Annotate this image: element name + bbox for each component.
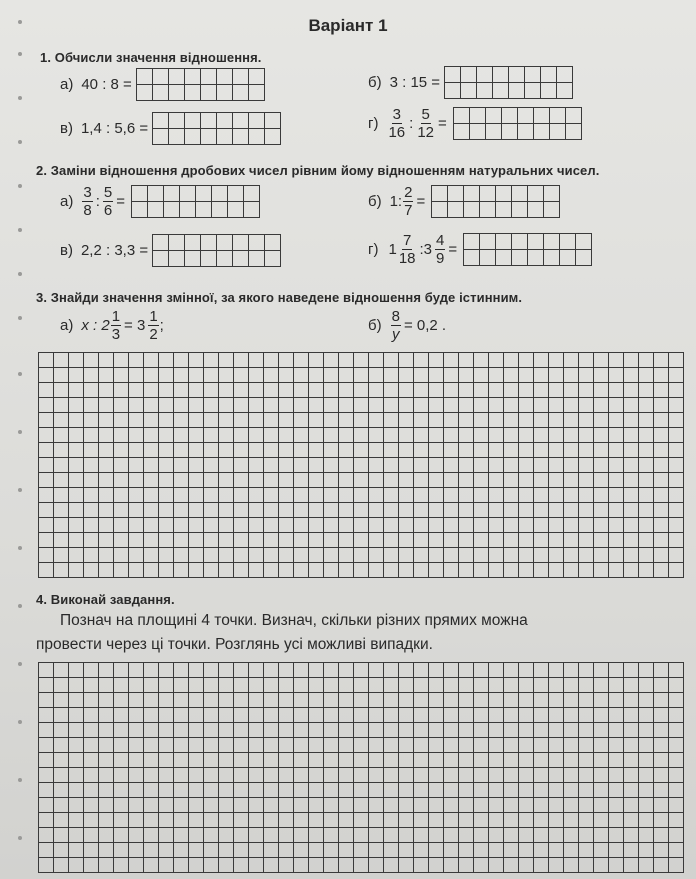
punch-hole: [18, 96, 22, 100]
fraction: [398, 232, 417, 267]
punch-hole: [18, 372, 22, 376]
item-label: а): [60, 193, 74, 210]
answer-box[interactable]: [431, 185, 560, 218]
expression: 1:: [389, 193, 403, 210]
fraction: [387, 106, 406, 141]
work-grid-2[interactable]: [38, 662, 684, 873]
equals-sign: =: [438, 115, 447, 132]
item-label: а): [60, 76, 74, 93]
numerator: 8: [391, 308, 400, 325]
task-3b: [368, 308, 448, 343]
answer-box[interactable]: [444, 66, 573, 99]
expression: = 0,2 .: [403, 317, 447, 334]
numerator: 1: [149, 308, 158, 325]
task-1-heading: 1. Обчисли значення відношення.: [40, 50, 262, 65]
task-4-text-line-2: провести через ці точки. Розглянь усі можливі випадки.: [36, 636, 433, 653]
punch-hole: [18, 272, 22, 276]
fraction: [391, 308, 401, 343]
operator: :3: [419, 241, 433, 258]
punch-hole: [18, 604, 22, 608]
expression: 40 : 8 =: [81, 76, 132, 93]
denominator: 18: [398, 250, 416, 267]
operator: :: [95, 193, 100, 210]
fraction: [435, 232, 445, 267]
task-2-heading: 2. Заміни відношення дробових чисел рівним йому відношенням натуральних чисел.: [36, 163, 600, 178]
item-label: г): [368, 241, 379, 258]
fraction: [403, 184, 413, 219]
fraction: [416, 106, 435, 141]
punch-hole: [18, 778, 22, 782]
operator: :: [409, 115, 414, 132]
whole-part: 1: [388, 241, 397, 258]
denominator: 8: [83, 202, 92, 219]
numerator: 2: [404, 184, 413, 201]
task-4-text-line-1: Познач на площині 4 точки. Визнач, скільки різних прямих можна: [60, 612, 528, 629]
denominator: 7: [404, 202, 413, 219]
expression: x : 2: [81, 317, 110, 334]
equals-sign: =: [116, 193, 125, 210]
answer-box[interactable]: [152, 234, 281, 267]
denominator: 9: [436, 250, 445, 267]
expression: ;: [159, 317, 164, 334]
expression: 3 : 15 =: [389, 74, 441, 91]
fraction: [111, 308, 121, 343]
answer-box[interactable]: [152, 112, 281, 145]
task-2d: [368, 232, 592, 267]
punch-hole: [18, 52, 22, 56]
punch-hole: [18, 228, 22, 232]
numerator: 7: [402, 232, 412, 249]
denominator: 3: [111, 326, 121, 343]
denominator: 16: [388, 124, 406, 141]
punch-hole: [18, 316, 22, 320]
punch-hole: [18, 184, 22, 188]
item-label: б): [368, 74, 382, 91]
expression: = 3: [124, 317, 146, 334]
equals-sign: =: [416, 193, 426, 210]
punch-hole: [18, 546, 22, 550]
item-label: в): [60, 120, 73, 137]
numerator: 3: [83, 184, 92, 201]
page-title: Варіант 1: [308, 16, 388, 35]
task-1d: [368, 106, 582, 141]
fraction: [82, 184, 92, 219]
expression: 2,2 : 3,3 =: [80, 242, 149, 259]
punch-hole: [18, 430, 22, 434]
task-2a: [60, 184, 260, 219]
task-1c: [60, 112, 281, 145]
numerator: 5: [421, 106, 430, 123]
work-grid-1[interactable]: [38, 352, 684, 578]
task-1b: [368, 66, 573, 99]
task-2c: [60, 234, 281, 267]
fraction: [148, 308, 158, 343]
expression: 1,4 : 5,6 =: [80, 120, 149, 137]
equals-sign: =: [448, 241, 458, 258]
task-2b: [368, 184, 560, 219]
numerator: 1: [111, 308, 121, 325]
denominator: 2: [149, 326, 158, 343]
numerator: 3: [392, 106, 401, 123]
task-1a: [60, 68, 265, 101]
item-label: б): [368, 193, 382, 210]
item-label: г): [368, 115, 379, 132]
answer-box[interactable]: [453, 107, 582, 140]
denominator: 6: [103, 202, 113, 219]
task-3-heading: 3. Знайди значення змінної, за якого наведене відношення буде істинним.: [36, 290, 523, 305]
punch-hole: [18, 140, 22, 144]
answer-box[interactable]: [131, 185, 260, 218]
denominator: y: [392, 326, 400, 343]
fraction: [103, 184, 113, 219]
item-label: а): [60, 317, 74, 334]
punch-hole: [18, 836, 22, 840]
item-label: в): [60, 242, 73, 259]
denominator: 12: [417, 124, 435, 141]
item-label: б): [368, 317, 382, 334]
answer-box[interactable]: [136, 68, 265, 101]
answer-box[interactable]: [463, 233, 592, 266]
punch-hole: [18, 662, 22, 666]
numerator: 5: [103, 184, 113, 201]
task-3a: [60, 308, 164, 343]
numerator: 4: [436, 232, 445, 249]
punch-hole: [18, 488, 22, 492]
punch-hole: [18, 720, 22, 724]
task-4-heading: 4. Виконай завдання.: [36, 592, 175, 607]
